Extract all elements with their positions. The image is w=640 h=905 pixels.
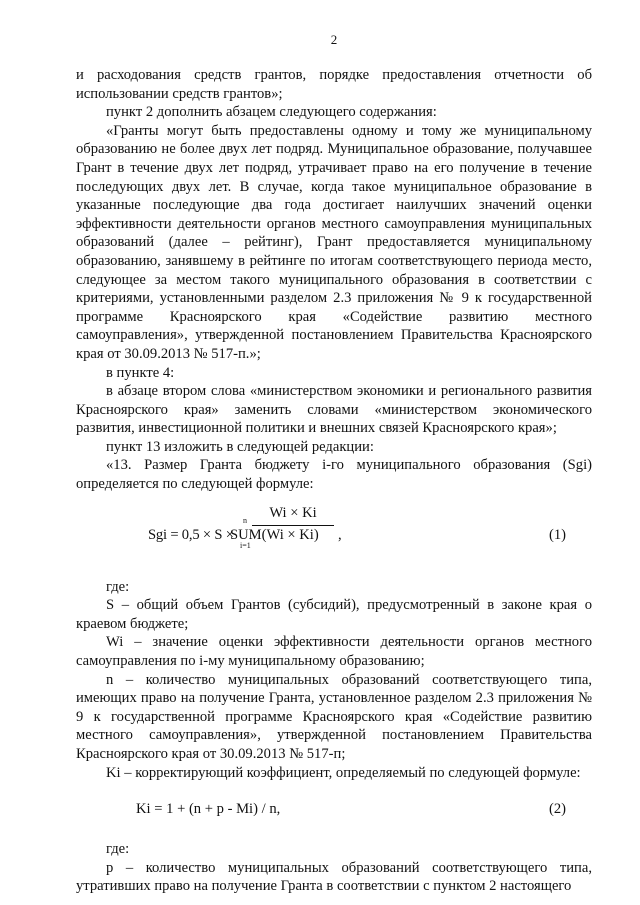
paragraph-replace-words: в абзаце втором слова «министерством экономики и регионального развития Красноярского края» заменить словами «министерством экономического развития, инвестиционной политики и внешних связей Красноярского края»; xyxy=(76,383,592,437)
formula-2 xyxy=(76,796,592,822)
formula-1 xyxy=(76,504,592,572)
paragraph-item-2-intro: пункт 2 дополнить абзацем следующего содержания: xyxy=(106,104,437,121)
paragraph-item-4: в пункте 4: xyxy=(106,364,175,381)
sum-lower-limit: i=1 xyxy=(240,540,251,550)
formula-1-denominator xyxy=(230,515,319,550)
formula-1-comma: , xyxy=(338,526,342,543)
paragraph-grant-size: «13. Размер Гранта бюджету i-го муниципального образования (Sgi) определяется по следующей формуле: xyxy=(76,457,592,493)
document-body xyxy=(76,66,592,896)
sum-label: SUM xyxy=(230,526,262,543)
paragraph-grant-rules: «Гранты могут быть предоставлены одному и тому же муниципальному образованию не более двух лет подряд. Муниципальное образование, получавшее Грант в течение двух лет подряд, утрачивает право на его получение в течение последующих двух лет. В случае, когда такое муниципальное образование в указанные последующие два года достигает наилучших значений оценки эффективности деятельности органов местного самоуправления муниципальных образований (далее – рейтинг), Грант предоставляется муниципальному образованию, занявшему в рейтинге по итогам соответствующего периода место, следующее за местом такого муниципального образования в соответствии с критериями, установленными разделом 2.3 приложения № 9 к государственной программе Красноярского края «Содействие развитию местного самоуправления», утвержденной постановлением Правительства Красноярского края от 30.09.2013 № 517-п.»; xyxy=(76,122,592,362)
paragraph-where-1: где: xyxy=(106,578,130,595)
formula-1-fraction xyxy=(230,504,334,550)
formula-2-number: (2) xyxy=(548,801,566,818)
formula-1-lhs: Sgi = 0,5 × S × xyxy=(148,526,234,543)
paragraph-continuation: и расходования средств грантов, порядке предоставления отчетности об использовании средств грантов»; xyxy=(76,67,592,102)
paragraph-item-13-intro: пункт 13 изложить в следующей редакции: xyxy=(106,438,374,455)
formula-1-numerator: Wi × Ki xyxy=(269,504,317,521)
page-number: 2 xyxy=(330,32,338,47)
paragraph-def-wi: Wi – значение оценки эффективности деятельности органов местного самоуправления по i-му муниципальному образованию; xyxy=(76,634,592,670)
paragraph-def-n: n – количество муниципальных образований соответствующего типа, имеющих право на получение Гранта, установленное разделом 2.3 приложения № 9 к государственной программе Красноярского края «Содействие развитию местного самоуправления», утвержденной постановлением Правительства Красноярского края от 30.09.2013 № 517-п; xyxy=(76,671,592,762)
formula-1-number: (1) xyxy=(548,526,566,543)
formula-2-expression: Ki = 1 + (n + p - Mi) / n, xyxy=(136,801,281,818)
denominator-expression: (Wi × Ki) xyxy=(261,526,319,543)
sum-upper-limit: n xyxy=(243,515,247,525)
paragraph-def-s: S – общий объем Грантов (субсидий), предусмотренный в законе края о краевом бюджете; xyxy=(76,597,592,632)
sum-operator xyxy=(230,515,262,550)
paragraph-where-2: где: xyxy=(106,841,130,858)
paragraph-def-p: p – количество муниципальных образований соответствующего типа, утративших право на получение Гранта в соответствии с пунктом 2 настоящего xyxy=(76,859,592,895)
paragraph-def-ki: Ki – корректирующий коэффициент, определяемый по следующей формуле: xyxy=(106,764,581,781)
